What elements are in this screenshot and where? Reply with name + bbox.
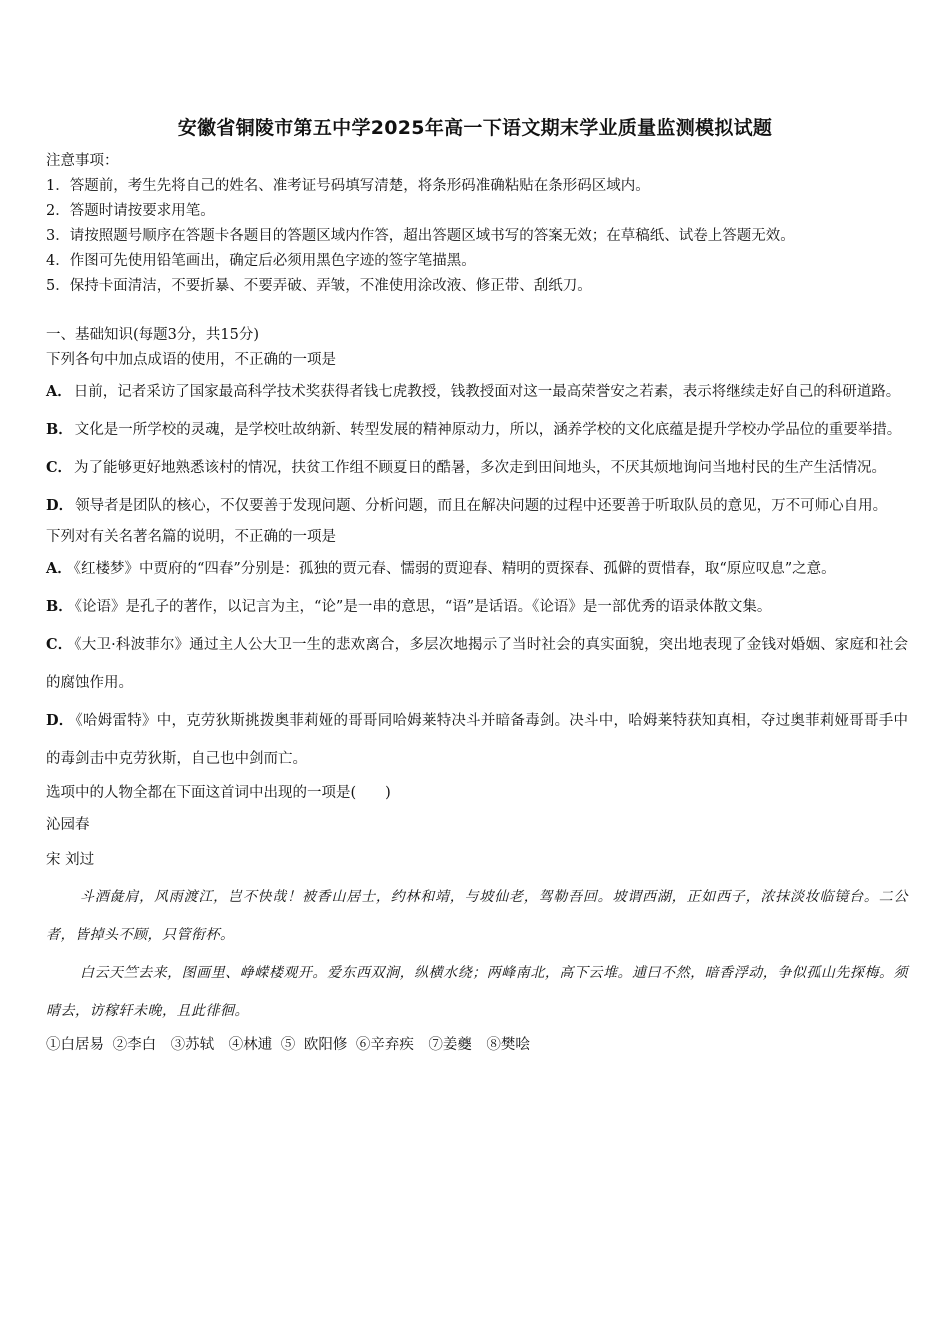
notice-item: 5．保持卡面清洁，不要折暴、不要弄破、弄皱，不准使用涂改液、修正带、刮纸刀。 <box>46 278 592 294</box>
question-2-option-a <box>46 550 908 588</box>
notice-item: 2．答题时请按要求用笔。 <box>46 203 215 219</box>
question-2-option-d <box>46 702 908 778</box>
poem-paragraph: 白云天竺去来，图画里、峥嵘楼观开。爱东西双涧，纵横水绕；两峰南北，高下云堆。逋曰不然，暗香浮动，争似孤山先探梅。须晴去，访稼轩未晚，且此徘徊。 <box>46 965 908 1019</box>
question-2-option-c <box>46 626 908 702</box>
notice-heading: 注意事项： <box>46 153 119 169</box>
question-2-stem: 下列对有关名著名篇的说明，不正确的一项是 <box>46 529 336 545</box>
page-title: 安徽省铜陵市第五中学2025年高一下语文期末学业质量监测模拟试题 <box>177 117 773 139</box>
question-3-choices: ①白居易 ②李白 ③苏轼 ④林逋 ⑤ 欧阳修 ⑥辛弃疾 ⑦姜夔 ⑧樊哙 <box>46 1037 530 1053</box>
question-1-option-a <box>46 373 908 411</box>
poem-author: 宋 刘过 <box>46 852 95 868</box>
question-1-stem: 下列各句中加点成语的使用，不正确的一项是 <box>46 352 336 368</box>
option-text: 《哈姆雷特》中，克劳狄斯挑拨奥菲莉娅的哥哥同哈姆莱特决斗并暗备毒剑。决斗中，哈姆莱特获知真相，夺过奥菲莉娅哥哥手中的毒剑击中克劳狄斯，自己也中剑而亡。 <box>46 713 908 767</box>
poem-title: 沁园春 <box>46 817 90 833</box>
option-label: C． <box>46 459 73 476</box>
option-text: 《红楼梦》中贾府的“四春”分别是：孤独的贾元春、懦弱的贾迎春、精明的贾探春、孤僻的贾惜春，取“原应叹息”之意。 <box>73 561 836 577</box>
notice-item: 4．作图可先使用铅笔画出，确定后必须用黑色字迹的签字笔描黑。 <box>46 253 476 269</box>
notice-item: 3．请按照题号顺序在答题卡各题目的答题区域内作答，超出答题区域书写的答案无效；在草稿纸、试卷上答题无效。 <box>46 228 795 244</box>
option-text: 领导者是团队的核心，不仅要善于发现问题、分析问题，而且在解决问题的过程中还要善于听取队员的意见，万不可师心自用。 <box>75 498 888 514</box>
option-text: 《大卫·科波菲尔》通过主人公大卫一生的悲欢离合，多层次地揭示了当时社会的真实面貌，突出地表现了金钱对婚姻、家庭和社会的腐蚀作用。 <box>46 637 908 691</box>
option-text: 文化是一所学校的灵魂，是学校吐故纳新、转型发展的精神原动力，所以，涵养学校的文化底蕴是提升学校办学品位的重要举措。 <box>74 422 902 438</box>
option-label: A． <box>46 383 72 400</box>
exam-content <box>46 149 908 1060</box>
question-2-option-b <box>46 588 908 626</box>
question-3-stem: 选项中的人物全都在下面这首词中出现的一项是( ) <box>46 785 391 801</box>
option-label: D． <box>46 497 74 514</box>
option-label: B． <box>46 421 73 438</box>
question-1-option-b <box>46 411 908 449</box>
poem-paragraph: 斗酒彘肩，风雨渡江，岂不快哉！被香山居士，约林和靖，与坡仙老，驾勒吾回。坡谓西湖，正如西子，浓抹淡妆临镜台。二公者，皆掉头不顾，只管衔杯。 <box>46 889 908 943</box>
notice-item: 1．答题前，考生先将自己的姓名、准考证号码填写清楚，将条形码准确粘贴在条形码区域内。 <box>46 178 650 194</box>
option-text: 《论语》是孔子的著作，以记言为主，“论”是一串的意思，“语”是话语。《论语》是一部优秀的语录体散文集。 <box>74 599 772 615</box>
option-label: A． <box>46 560 72 577</box>
question-1-option-d <box>46 487 908 525</box>
option-label: B． <box>46 598 73 615</box>
option-text: 为了能够更好地熟悉该村的情况，扶贫工作组不顾夏日的酷暑，多次走到田间地头，不厌其烦地询问当地村民的生产生活情况。 <box>74 460 887 476</box>
option-label: C． <box>46 636 73 653</box>
option-label: D． <box>46 712 74 729</box>
option-text: 日前，记者采访了国家最高科学技术奖获得者钱七虎教授，钱教授面对这一最高荣誉安之若素，表示将继续走好自己的科研道路。 <box>73 384 901 400</box>
question-1-option-c <box>46 449 908 487</box>
section-heading: 一、基础知识(每题3分，共15分) <box>46 327 259 343</box>
